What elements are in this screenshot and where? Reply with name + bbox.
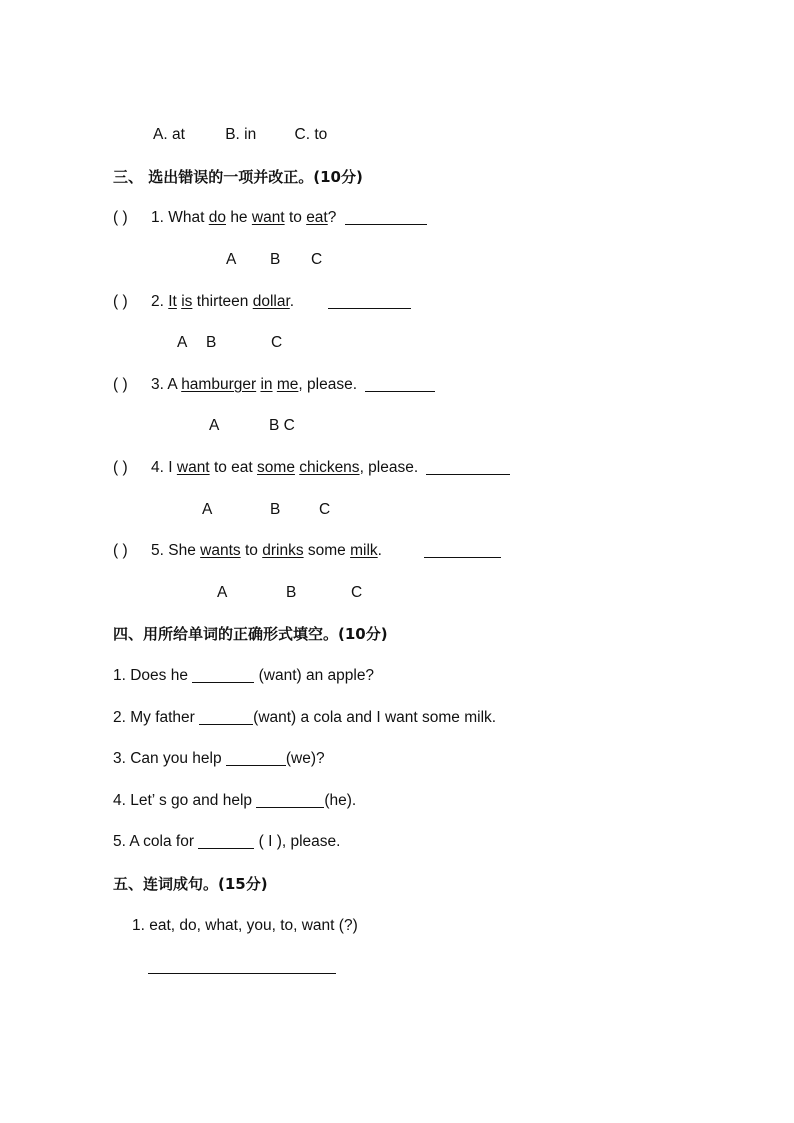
option-c-word: eat (306, 209, 328, 226)
section3-title: 三、 选出错误的一项并改正。(10分) (113, 168, 363, 186)
correction-blank[interactable] (424, 542, 501, 558)
answer-paren[interactable]: ( ) (113, 209, 128, 226)
section3-item-1: ( ) 1. What do he want to eat? (113, 208, 427, 228)
fill-blank[interactable] (198, 833, 254, 849)
section3-item-3: ( ) 3. A hamburger in me, please. (113, 375, 435, 395)
option-b-word: in (260, 376, 273, 393)
option-a: A. at (153, 126, 185, 143)
option-b-word: want (251, 209, 285, 226)
option-c-word: chickens (299, 459, 360, 476)
section3-item-2: ( ) 2. It is thirteen dollar. (113, 292, 411, 312)
option-a-word: want (176, 459, 210, 476)
correction-blank[interactable] (328, 293, 411, 309)
fill-blank[interactable] (192, 667, 254, 683)
option-b: B. in (225, 126, 257, 143)
option-b-word: some (257, 459, 295, 476)
section4-item-4: 4. Let’ s go and help (he). (113, 792, 357, 809)
section4-item-2: 2. My father (want) a cola and I want some milk. (113, 709, 497, 726)
answer-paren[interactable]: ( ) (113, 459, 128, 476)
section4-item-1: 1. Does he (want) an apple? (113, 667, 375, 684)
section4-title: 四、用所给单词的正确形式填空。(10分) (113, 625, 388, 643)
option-c: C. to (294, 126, 328, 143)
option-c-word: dollar (252, 293, 290, 310)
section3-item-4: ( ) 4. I want to eat some chickens, please. (113, 458, 510, 478)
option-c-word: milk (350, 542, 378, 559)
section4-item-3: 3. Can you help (we)? (113, 750, 325, 767)
top-options (153, 125, 327, 145)
answer-paren[interactable]: ( ) (113, 293, 128, 310)
fill-blank[interactable] (226, 750, 286, 766)
section5-title: 五、连词成句。(15分) (113, 875, 268, 893)
option-c-word: me (276, 376, 299, 393)
option-a-word: wants (200, 542, 241, 559)
correction-blank[interactable] (345, 209, 427, 225)
option-b-word: is (181, 293, 193, 310)
option-b-word: drinks (262, 542, 304, 559)
section3-item-5: ( ) 5. She wants to drinks some milk. (113, 541, 501, 561)
option-a-word: do (208, 209, 226, 226)
option-a-word: hamburger (181, 376, 257, 393)
correction-blank[interactable] (426, 459, 510, 475)
section5-item-1: 1. eat, do, what, you, to, want (?) (132, 917, 358, 934)
answer-line[interactable] (148, 973, 336, 974)
section4-item-5: 5. A cola for ( I ), please. (113, 833, 341, 850)
fill-blank[interactable] (199, 709, 253, 725)
option-a-word: It (168, 293, 177, 310)
answer-paren[interactable]: ( ) (113, 376, 128, 393)
correction-blank[interactable] (365, 376, 435, 392)
answer-paren[interactable]: ( ) (113, 542, 128, 559)
fill-blank[interactable] (256, 792, 324, 808)
